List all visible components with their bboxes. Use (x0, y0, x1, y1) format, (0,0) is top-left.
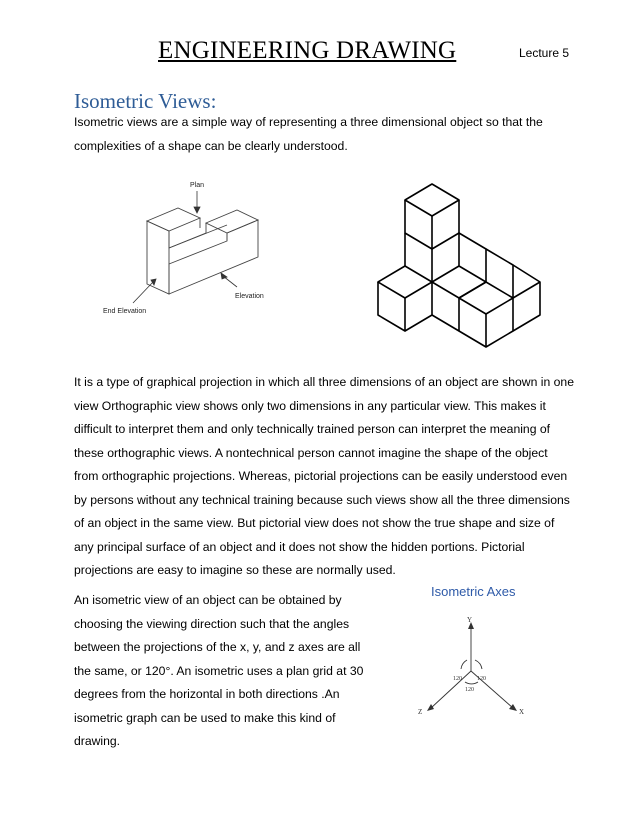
block-drawing (147, 208, 258, 294)
section-heading: Isometric Views: (74, 89, 217, 113)
axes-paragraph: An isometric view of an object can be obtained by choosing the viewing direction such that the angles between the projections of the x, y, and z axes are all the same, or 120°. An isometric uses a plan grid at 30 degrees from the horizontal in both directions .An isometric graph can be used to make this kind of drawing. (74, 593, 364, 748)
page-title: ENGINEERING DRAWING (158, 37, 457, 64)
isometric-cubes-figure (363, 178, 559, 350)
angle-label-left: 120 (453, 676, 462, 682)
label-elevation: Elevation (235, 293, 264, 300)
label-end-elevation: End Elevation (103, 308, 147, 315)
isometric-axes-figure (415, 612, 535, 718)
intro-paragraph: Isometric views are a simple way of representing a three dimensional object so that the complexities of a shape can be clearly understood. (74, 115, 543, 153)
body-paragraph: It is a type of graphical projection in which all three dimensions of an object are shown in one view Orthographic view shows only two dimensions in any particular view. This makes it difficult to interpret them and only technically trained person can interpret the meaning of these orthographic views. A nontechnical person cannot imagine the shape of the object from orthographic projections. Whereas, pictorial projections can be easily understood even by persons without any technical training because such views show all the three dimensions of an object in the same view. But pictorial view does not show the true shape and size of any principal surface of an object and it does not show the hidden portions. Pictorial projections are easy to imagine so these are normally used. (74, 375, 574, 577)
angle-label-bottom: 120 (465, 687, 474, 693)
angle-label-right: 120 (477, 676, 486, 682)
isometric-axes-title: Isometric Axes (431, 584, 516, 599)
isometric-block-figure (95, 176, 285, 318)
axis-y-label: Y (467, 616, 473, 624)
label-plan: Plan (190, 182, 205, 189)
lecture-label: Lecture 5 (519, 46, 570, 60)
axis-x-label: X (519, 708, 525, 716)
axis-z-label: Z (418, 708, 423, 716)
